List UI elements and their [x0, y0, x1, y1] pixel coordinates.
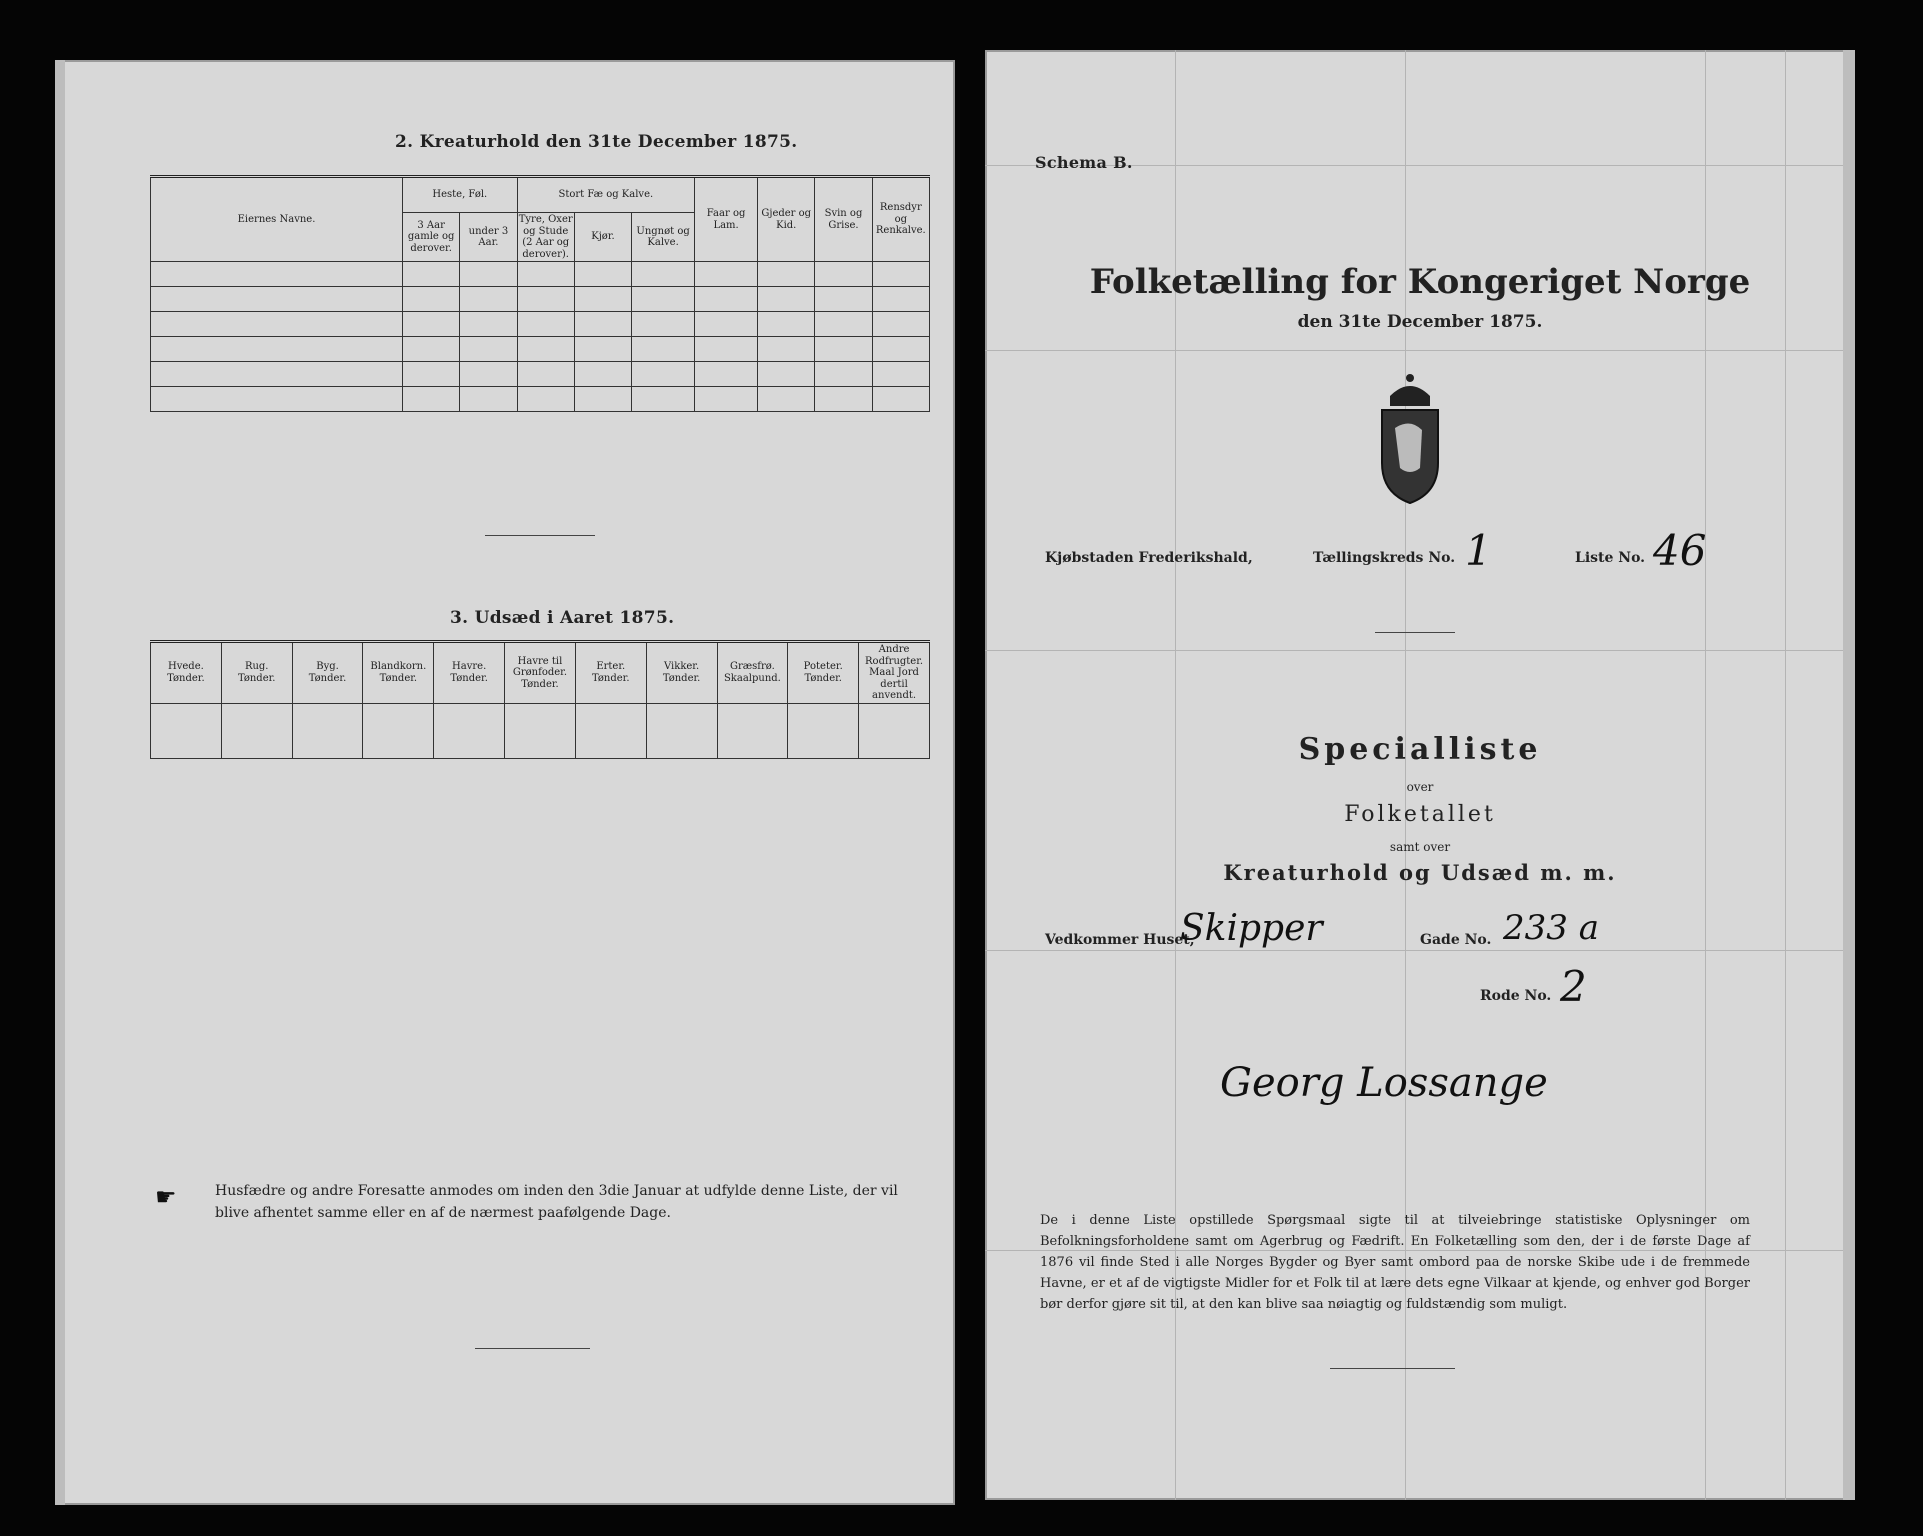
- rode-label: Rode No.: [1480, 988, 1552, 1004]
- table-row: [151, 387, 930, 412]
- horses-header: Heste, Føl.: [403, 177, 518, 213]
- main-title: Folketælling for Kongeriget Norge: [1089, 262, 1751, 302]
- seed-header-10: Andre Rodfrugter. Maal Jord dertil anvendt.: [859, 642, 930, 704]
- owner-header: Eiernes Navne.: [151, 177, 403, 262]
- pointing-hand-icon: ☛: [155, 1183, 177, 1211]
- district-label: Tællingskreds No.: [1313, 550, 1456, 566]
- seed-header-8: Græsfrø. Skaalpund.: [717, 642, 788, 704]
- rode-value: 2: [1560, 962, 1587, 1011]
- faint-line: [985, 650, 1855, 651]
- left-page-edge: [55, 60, 65, 1505]
- table-row: [151, 362, 930, 387]
- cattle-header: Stort Fæ og Kalve.: [517, 177, 695, 213]
- reindeer-header: Rensdyr og Renkalve.: [872, 177, 929, 262]
- list-label: Liste No.: [1575, 550, 1646, 566]
- seed-header-3: Blandkorn. Tønder.: [363, 642, 434, 704]
- horses-under3-header: under 3 Aar.: [460, 213, 517, 262]
- list-number: 46: [1653, 526, 1707, 575]
- seed-header-6: Erter. Tønder.: [575, 642, 646, 704]
- bulls-header: Tyre, Oxer og Stude (2 Aar og derover).: [518, 214, 573, 260]
- bottom-divider: [475, 1348, 590, 1349]
- cows-header: Kjør.: [574, 213, 631, 262]
- livestock-table: [150, 175, 930, 412]
- folketallet-text: Folketallet: [1344, 802, 1496, 827]
- notice-text: Husfædre og andre Foresatte anmodes om inden den 3die Januar at udfylde denne Liste, der vil blive afhentet samme eller en af de nærmest paafølgende Dage.: [215, 1183, 898, 1221]
- specialliste-title: Specialliste: [1298, 732, 1542, 767]
- seed-header-9: Poteter. Tønder.: [788, 642, 859, 704]
- signature: Georg Lossange: [1220, 1060, 1548, 1106]
- town-label: Kjøbstaden Frederikshald,: [1045, 550, 1253, 566]
- faint-line: [985, 950, 1855, 951]
- district-number: 1: [1465, 526, 1492, 575]
- census-date: den 31te December 1875.: [1297, 312, 1543, 332]
- sheep-header: Faar og Lam.: [695, 177, 758, 262]
- street-label: Gade No.: [1420, 932, 1492, 948]
- pigs-header: Svin og Grise.: [815, 177, 872, 262]
- faint-line: [985, 350, 1855, 351]
- seed-header-2: Byg. Tønder.: [292, 642, 363, 704]
- horses-3plus-header: 3 Aar gamle og derover.: [403, 213, 460, 262]
- seed-header-5: Havre til Grønfoder. Tønder.: [505, 642, 576, 704]
- schema-label: Schema B.: [1035, 153, 1133, 172]
- seed-header-0: Hvede. Tønder.: [151, 642, 222, 704]
- samt-over-text: samt over: [1389, 840, 1451, 854]
- table-row: [151, 337, 930, 362]
- right-page: [985, 50, 1855, 1500]
- divider: [1375, 632, 1455, 633]
- coat-of-arms-icon: [1360, 368, 1460, 508]
- divider: [485, 535, 595, 536]
- street-value: 233 a: [1503, 908, 1599, 948]
- table-row: [151, 312, 930, 337]
- seed-header-7: Vikker. Tønder.: [646, 642, 717, 704]
- table-row: [151, 703, 930, 758]
- house-label: Vedkommer Huset,: [1045, 932, 1195, 948]
- section3-title: 3. Udsæd i Aaret 1875.: [450, 608, 675, 628]
- seed-header-4: Havre. Tønder.: [434, 642, 505, 704]
- seed-table: [150, 640, 930, 759]
- explanation-text: De i denne Liste opstillede Spørgsmaal sigte til at tilveiebringe statistiske Oplysninger om Befolkningsforholdene samt om Agerbrug og Fædrift. En Folketælling som den, der i de første Dage af 1876 vil finde Sted i alle Norges Bygder og Byer samt ombord paa de norske Skibe ude i de fremmede Havne, er et af de vigtigste Midler for et Folk til at lære dets egne Vilkaar at kjende, og enhver god Borger bør derfor gjøre sit til, at den kan blive saa nøiagtig og fuldstændig som muligt.: [1040, 1213, 1750, 1312]
- young-cattle-header: Ungnøt og Kalve.: [632, 213, 695, 262]
- table-row: [151, 262, 930, 287]
- section2-title: 2. Kreaturhold den 31te December 1875.: [395, 132, 798, 152]
- goats-header: Gjeder og Kid.: [758, 177, 815, 262]
- right-page-edge: [1843, 50, 1855, 1500]
- seed-header-1: Rug. Tønder.: [221, 642, 292, 704]
- house-value: Skipper: [1180, 908, 1323, 949]
- over-text: over: [1406, 780, 1434, 794]
- left-page: [55, 60, 955, 1505]
- table-row: [151, 287, 930, 312]
- bottom-divider: [1330, 1368, 1455, 1369]
- kreatur-text: Kreaturhold og Udsæd m. m.: [1223, 860, 1617, 885]
